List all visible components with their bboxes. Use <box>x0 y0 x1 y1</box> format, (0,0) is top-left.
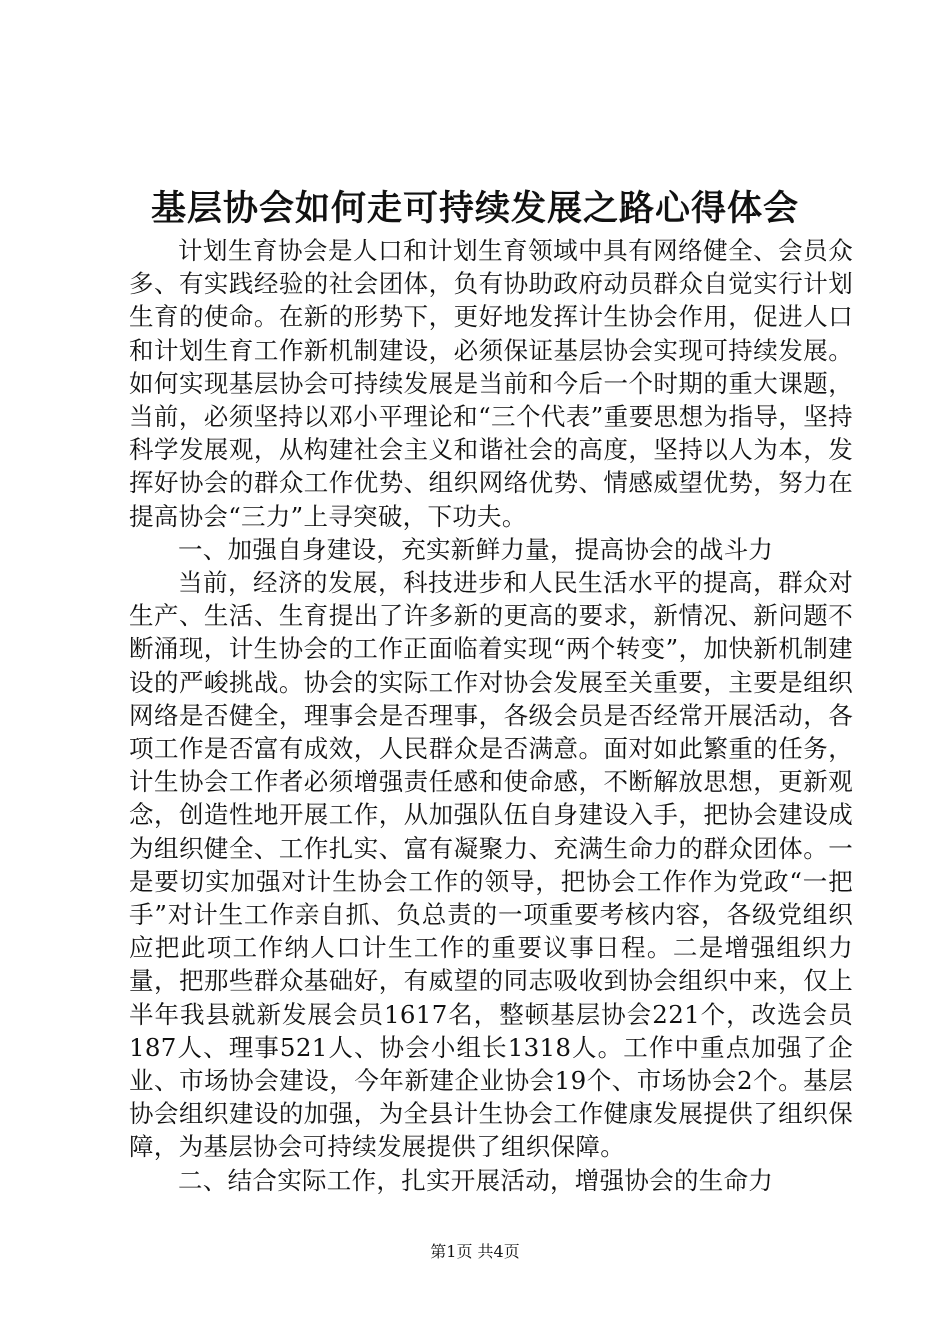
page-footer: 第1页 共4页 <box>430 1242 520 1261</box>
paragraph-intro: 计划生育协会是人口和计划生育领域中具有网络健全、会员众多、有实践经验的社会团体，负有协助政府动员群众自觉实行计划生育的使命。在新的形势下，更好地发挥计生协会作用，促进人口和计划生育工作新机制建设，必须保证基层协会实现可持续发展。如何实现基层协会可持续发展是当前和今后一个时期的重大课题，当前，必须坚持以邓小平理论和“三个代表”重要思想为指导，坚持科学发展观，从构建社会主义和谐社会的高度，坚持以人为本，发挥好协会的群众工作优势、组织网络优势、情感威望优势，努力在提高协会“三力”上寻突破，下功夫。 <box>129 236 853 531</box>
section-heading-1: 一、加强自身建设，充实新鲜力量，提高协会的战斗力 <box>178 534 774 564</box>
paragraph-section-1: 当前，经济的发展，科技进步和人民生活水平的提高，群众对生产、生活、生育提出了许多新的更高的要求，新情况、新问题不断涌现，计生协会的工作正面临着实现“两个转变”，加快新机制建设的严峻挑战。协会的实际工作对协会发展至关重要，主要是组织网络是否健全，理事会是否理事，各级会员是否经常开展活动，各项工作是否富有成效，人民群众是否满意。面对如此繁重的任务，计生协会工作者必须增强责任感和使命感，不断解放思想，更新观念，创造性地开展工作，从加强队伍自身建设入手，把协会建设成为组织健全、工作扎实、富有凝聚力、充满生命力的群众团体。一是要切实加强对计生协会工作的领导，把协会工作作为党政“一把手”对计生工作亲自抓、负总责的一项重要考核内容，各级党组织应把此项工作纳人口计生工作的重要议事日程。二是增强组织力量，把那些群众基础好，有威望的同志吸收到协会组织中来，仅上半年我县就新发展会员1617名，整顿基层协会221个，改选会员187人、理事521人、协会小组长1318人。工作中重点加强了企业、市场协会建设，今年新建企业协会19个、市场协会2个。基层协会组织建设的加强，为全县计生协会工作健康发展提供了组织保障，为基层协会可持续发展提供了组织保障。 <box>129 568 853 1162</box>
document-title: 基层协会如何走可持续发展之路心得体会 <box>150 189 799 229</box>
document-body <box>129 234 853 1197</box>
section-heading-2: 二、结合实际工作，扎实开展活动，增强协会的生命力 <box>178 1165 774 1195</box>
